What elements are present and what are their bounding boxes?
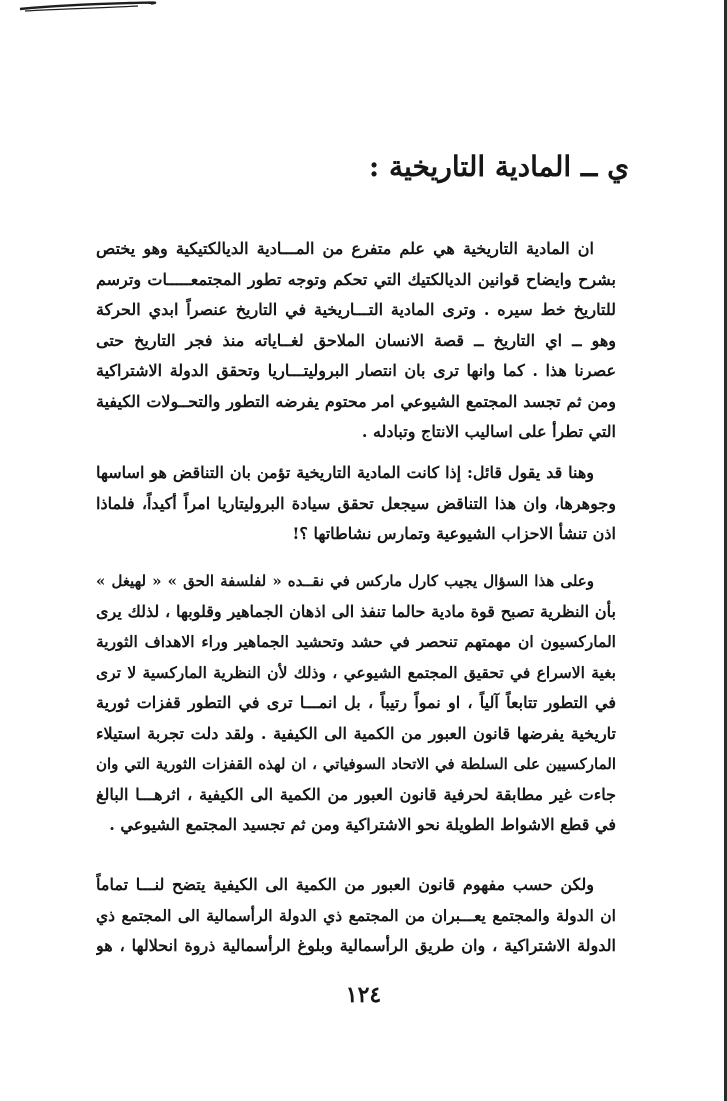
text-line: وجوهرها، وان هذا التناقض سيجعل تحقق سيادة البروليتاريا امراً أكيداً، فلماذا (96, 493, 616, 513)
text-line: بشرح وايضاح قوانين الديالكتيك التي تحكم وتوجه تطور المجتمعـــــات وترسم (96, 269, 616, 289)
text-line: بأن النظرية تصبح قوة مادية حالما تنفذ الى اذهان الجماهير وقلوبها ، لذلك يرى (96, 601, 616, 621)
text-line: اذن تنشأ الاحزاب الشيوعية وتمارس نشاطاتها ؟! (292, 524, 616, 543)
text-line: التي تطرأ على اساليب الانتاج وتبادله . (361, 422, 616, 441)
text-line: وعلى هذا السؤال يجيب كارل ماركس في نقــده « لفلسفة الحق » « لهيغل » (96, 572, 594, 590)
text-line: ان المادية التاريخية هي علم متفرع من المـــادية الديالكتيكية وهو يختص (96, 239, 594, 258)
page-number: ١٢٤ (345, 982, 382, 1008)
text-line: وهو ــ اي التاريخ ــ قصة الانسان الملاحق لغــاياته منذ فجر التاريخ حتى (96, 330, 616, 350)
text-line: جاءت غير مطابقة لحرفية قانون العبور من الكمية الى الكيفية ، اثرهـــا البالغ (96, 784, 616, 804)
text-line: الدولة الاشتراكية ، وان طريق الرأسمالية وبلوغ الرأسمالية ذروة انحلالها ، هو (96, 936, 616, 955)
paragraph-2 (96, 458, 616, 550)
text-line: عصرنا هذا . كما وانها ترى بان انتصار البروليتـــاريا وتحقق الدولة الاشتراكية (96, 361, 616, 380)
paragraph-3 (96, 566, 616, 841)
paragraph-4 (96, 870, 616, 962)
text-line: في التطور تتابعاً آلياً ، او نمواً رتيباً ، بل انمـــا ترى في التطور قفزات ثورية (96, 693, 616, 712)
text-line: للتاريخ خط سيره . وترى المادية التـــاريخية في التاريخ عنصراً ابدي الحركة (96, 300, 616, 319)
section-heading: ي ــ المادية التاريخية : (368, 150, 629, 183)
paragraph-1 (96, 234, 616, 448)
text-line: بغية الاسراع في تحقيق المجتمع الشيوعي ، وذلك لأن النظرية الماركسية لا ترى (96, 662, 616, 682)
text-line: ولكن حسب مفهوم قانون العبور من الكمية الى الكيفية يتضح لنـــا تماماً (96, 875, 594, 894)
text-line: الماركسيون ان مهمتهم تنحصر في حشد وتحشيد الجماهير وراء الاهداف الثورية (96, 632, 616, 651)
text-line: ان الدولة والمجتمع يعـــبران من المجتمع ذي الدولة الرأسمالية الى المجتمع ذي (96, 905, 616, 925)
scan-top-mark (0, 0, 727, 20)
text-line: الماركسيين على السلطة في الاتحاد السوفياتي ، ان لهذه القفزات الثورية التي وان (96, 755, 616, 773)
text-line: ومن ثم تجسد المجتمع الشيوعي امر محتوم يفرضه التطور والتحــولات الكيفية (96, 391, 616, 411)
text-line: تاريخية يفرضها قانون العبور من الكمية الى الكيفية . ولقد دلت تجربة استيلاء (96, 723, 616, 743)
text-line: في قطع الاشواط الطويلة نحو الاشتراكية ومن ثم تجسيد المجتمع الشيوعي . (109, 815, 616, 834)
text-line: وهنا قد يقول قائل: إذا كانت المادية التاريخية تؤمن بان التناقض هو اساسها (96, 463, 594, 482)
